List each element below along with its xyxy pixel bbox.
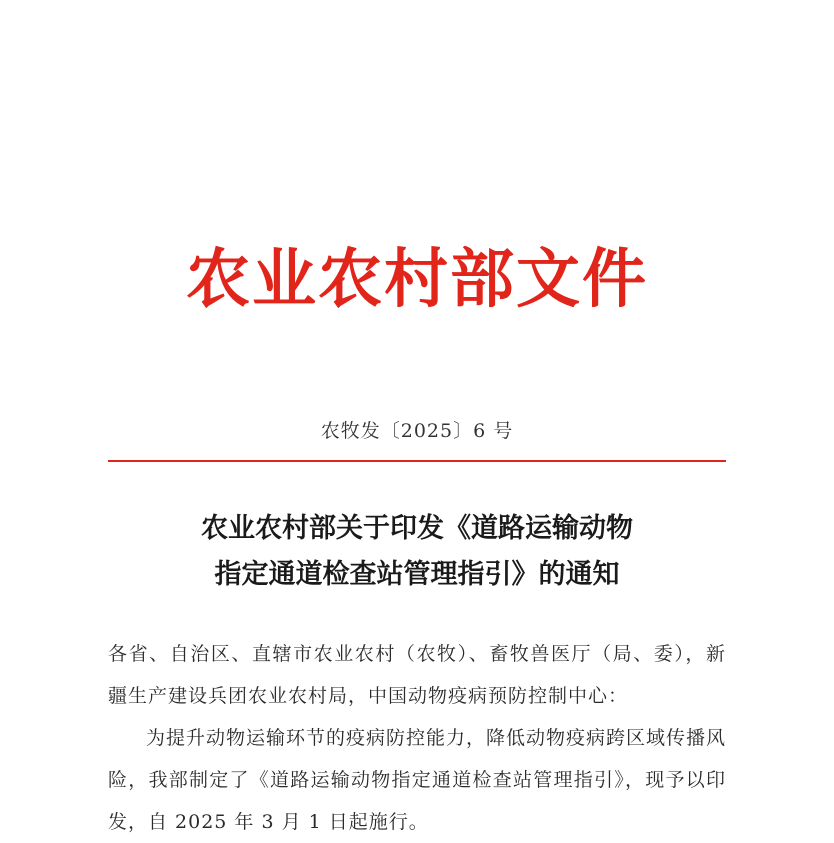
body-paragraph-1: 为提升动物运输环节的疫病防控能力，降低动物疫病跨区域传播风险，我部制定了《道路运输动物指定通道检查站管理指引》，现予以印发，自 2025 年 3 月 1 日起施行。	[108, 727, 727, 833]
document-number: 农牧发〔2025〕6 号	[320, 420, 514, 442]
issuer-masthead: 农业农村部文件	[186, 242, 648, 317]
addressee-paragraph: 各省、自治区、直辖市农业农村（农牧）、畜牧兽医厅（局、委），新疆生产建设兵团农业农村局，中国动物疫病预防控制中心：	[108, 643, 726, 707]
title-line-2: 指定通道检查站管理指引》的通知	[214, 559, 620, 590]
title-line-1: 农业农村部关于印发《道路运输动物	[201, 513, 633, 544]
red-separator-line	[108, 460, 726, 462]
document-body	[108, 633, 726, 843]
document-title	[0, 506, 834, 598]
